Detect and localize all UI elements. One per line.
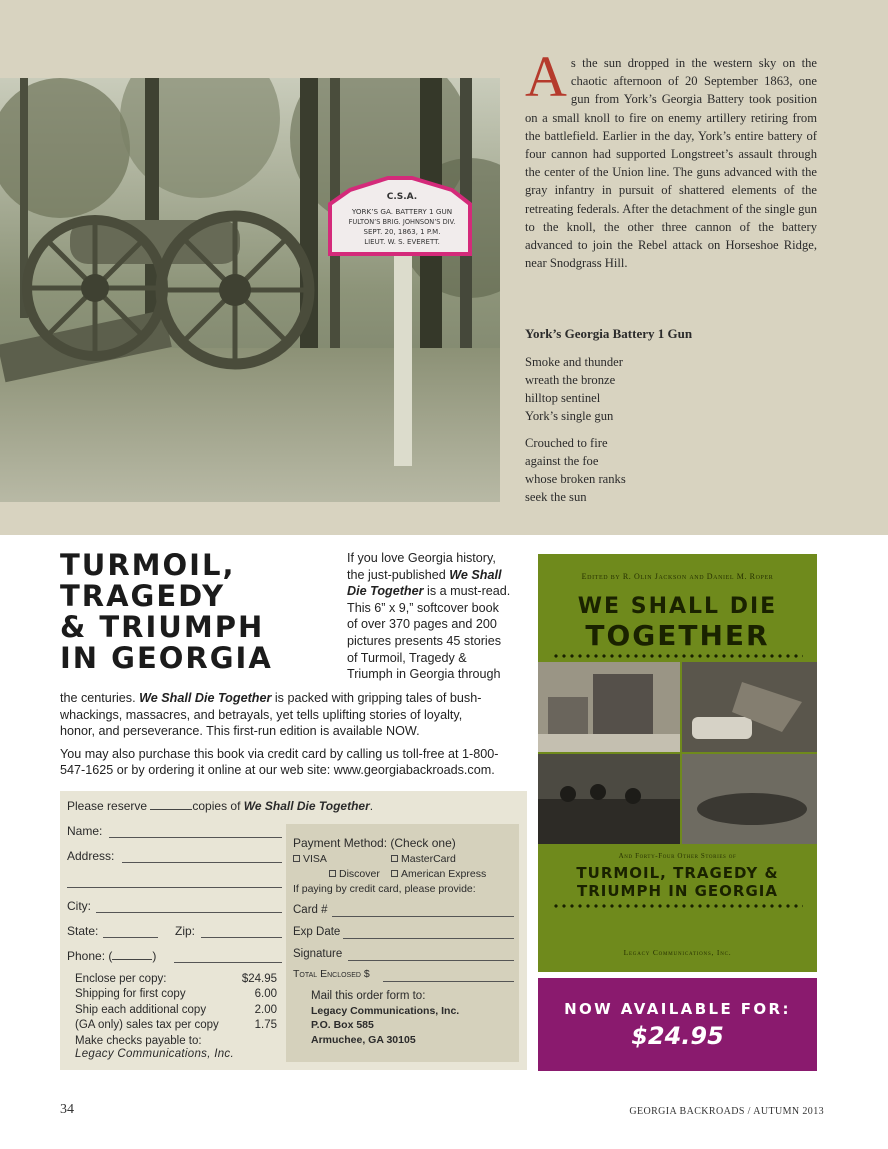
poem-line: Crouched to fire <box>525 436 608 450</box>
marker-line-3: FULTON’S BRIG. JOHNSON’S DIV. <box>348 218 456 226</box>
headline-line: TURMOIL, <box>60 548 236 582</box>
mail-heading: Mail this order form to: <box>311 990 426 1002</box>
poem-line: whose broken ranks <box>525 472 626 486</box>
town-illustration <box>538 662 680 752</box>
cannon-photo <box>0 78 500 502</box>
phone-open: Phone: ( <box>67 949 113 963</box>
cost-value: 6.00 <box>254 988 277 1001</box>
cost-label: (GA only) sales tax per copy <box>75 1019 219 1032</box>
cost-row <box>75 972 277 987</box>
intro-line <box>347 567 527 584</box>
poem-line: wreath the bronze <box>525 373 616 387</box>
phone-field[interactable] <box>174 962 282 963</box>
poem-line: hilltop sentinel <box>525 391 601 405</box>
story-body: s the sun dropped in the western sky on the chaotic afternoon of 20 September 1863, one gun from York’s Georgia Battery took position on a small knoll to fire on enemy artillery retiring from the battlefield. Earlier in the day, York’s entire battery of four cannon had supported Longstreet’s assault through the center of the Union line. The guns advanced with the gray infantry in pursuit of shattered elements of the retreating federals. After the detachment of the single gun to the knoll, the other three cannon of the battery advanced to join the Rebel attack on Horseshoe Ridge, near Snodgrass Hill. <box>525 56 817 271</box>
checkbox-icon <box>391 855 398 862</box>
cover-title-line: TOGETHER <box>585 619 770 652</box>
mastercard-option[interactable] <box>391 853 456 865</box>
name-field[interactable] <box>109 837 282 838</box>
body-line: honor, and perseverance. This first-run edition is available NOW. <box>60 724 420 739</box>
mail-line: P.O. Box 585 <box>311 1019 374 1031</box>
marker-line-4: SEPT. 20, 1863, 1 P.M. <box>363 228 441 236</box>
headline-line: & TRIUMPH <box>60 610 265 644</box>
reserve-line <box>67 799 373 813</box>
checkbox-icon <box>293 855 300 862</box>
discover-label: Discover <box>339 868 380 880</box>
cost-label: Ship each additional copy <box>75 1003 207 1016</box>
card-label: Card # <box>293 904 328 916</box>
mastercard-label: MasterCard <box>401 853 456 865</box>
intro-line: Triumph in Georgia through <box>347 667 501 682</box>
poem-line: York’s single gun <box>525 409 614 423</box>
intro-line: If you love Georgia history, <box>347 551 496 565</box>
poem-stanza-1 <box>525 353 785 425</box>
cover-divider <box>552 904 803 908</box>
marker-line-1: C.S.A. <box>386 192 418 202</box>
card-field[interactable] <box>332 916 514 917</box>
book-title-ref: Die Together <box>347 584 424 599</box>
cover-subtitle: And Forty-Four Other Stories of <box>618 852 737 860</box>
total-field[interactable] <box>383 981 514 982</box>
story-text <box>525 44 817 272</box>
copies-field[interactable] <box>150 799 192 810</box>
headline-line: IN GEORGIA <box>60 641 273 675</box>
book-title-ref: We Shall Die Together <box>139 691 272 705</box>
mail-address <box>311 989 459 1047</box>
marker-line-2: YORK’S GA. BATTERY 1 GUN <box>351 207 453 216</box>
zip-label: Zip: <box>175 924 196 938</box>
cover-photo-wreck <box>682 662 817 752</box>
payment-box <box>286 824 519 1062</box>
intro-text: the just-published <box>347 567 450 582</box>
cost-row <box>75 987 277 1002</box>
page-number: 34 <box>60 1102 74 1117</box>
cost-row <box>75 1018 277 1033</box>
address-field-2[interactable] <box>67 887 282 888</box>
payable-to: Legacy Communications, Inc. <box>75 1048 234 1060</box>
signature-field[interactable] <box>348 960 514 961</box>
poem-title: York’s Georgia Battery 1 Gun <box>525 326 693 341</box>
body-text: is packed with gripping tales of bush- <box>271 691 482 705</box>
reserve-end: . <box>369 799 374 813</box>
intro-line: of over 370 pages and 200 <box>347 617 497 632</box>
exp-field[interactable] <box>343 938 514 939</box>
cover-series-line: TURMOIL, TRAGEDY & <box>576 864 779 882</box>
address-field[interactable] <box>122 862 282 863</box>
drop-cap: A <box>525 44 567 109</box>
cover-divider <box>552 654 803 658</box>
mail-line: Legacy Communications, Inc. <box>311 1004 460 1017</box>
cost-row <box>75 1003 277 1018</box>
area-code-field[interactable] <box>112 949 152 960</box>
phone-close: ) <box>152 949 157 963</box>
cost-value: 1.75 <box>254 1019 277 1032</box>
make-checks-label: Make checks payable to: <box>75 1034 202 1047</box>
total-label: Total Enclosed $ <box>293 968 370 980</box>
poem-line: Smoke and thunder <box>525 355 623 369</box>
running-head: GEORGIA BACKROADS / AUTUMN 2013 <box>629 1106 824 1117</box>
book-title-ref: We Shall Die Together <box>243 799 370 813</box>
zip-field[interactable] <box>201 937 282 938</box>
body-line <box>60 690 530 707</box>
signature-label: Signature <box>293 948 343 960</box>
promo-label: NOW AVAILABLE FOR: <box>564 1000 791 1018</box>
headline-line: TRAGEDY <box>60 579 226 613</box>
cover-title <box>538 594 817 652</box>
ad-intro <box>347 550 527 683</box>
amex-label: American Express <box>401 868 487 880</box>
poem-line: seek the sun <box>525 490 587 504</box>
poem-stanza-2 <box>525 434 785 506</box>
mail-line: Armuchee, GA 30105 <box>311 1033 416 1046</box>
cost-value: 2.00 <box>254 1003 277 1016</box>
phone-label <box>67 949 156 963</box>
wreck-illustration <box>682 662 817 752</box>
availability-promo <box>538 978 817 1071</box>
body-line: 547-1625 or by ordering it online at our web site: www.georgiabackroads.com. <box>60 763 495 778</box>
cover-photo-fish <box>682 754 817 844</box>
visa-option[interactable] <box>293 853 327 865</box>
intro-line <box>347 583 527 600</box>
cannon-photo-illustration <box>0 78 500 502</box>
book-title-ref: We Shall <box>449 567 502 582</box>
checkbox-icon <box>329 870 336 877</box>
intro-line: This 6” x 9,” softcover book <box>347 600 499 615</box>
reserve-label: Please reserve <box>67 799 151 813</box>
reserve-label: copies of <box>192 799 244 813</box>
body-line: whackings, massacres, and betrayals, yet tells uplifting stories of loyalty, <box>60 707 463 722</box>
marker-line-5: LIEUT. W. S. EVERETT. <box>364 238 440 246</box>
cover-editors: Edited by R. Olin Jackson and Daniel M. Roper <box>581 572 774 581</box>
fish-illustration <box>682 754 817 844</box>
cost-label: Shipping for first copy <box>75 988 186 1001</box>
promo-price: $24.95 <box>631 1022 724 1050</box>
ad-headline <box>60 550 340 674</box>
body-line: You may also purchase this book via credit card by calling us toll-free at 1-800- <box>60 746 499 761</box>
poem-line: against the foe <box>525 454 599 468</box>
cover-series-line: TRIUMPH IN GEORGIA <box>577 882 778 900</box>
cost-value: $24.95 <box>241 973 277 985</box>
ad-body <box>60 690 530 779</box>
cover-publisher: Legacy Communications, Inc. <box>623 948 732 957</box>
state-field[interactable] <box>103 937 158 938</box>
address-label: Address: <box>67 849 115 863</box>
cover-photo-crowd <box>538 754 680 844</box>
cover-photo-town <box>538 662 680 752</box>
payment-note: If paying by credit card, please provide: <box>293 883 476 895</box>
checkbox-icon <box>391 870 398 877</box>
city-label: City: <box>67 899 91 913</box>
state-label: State: <box>67 924 99 938</box>
intro-text: is a must-read. <box>423 584 511 599</box>
cover-series-title <box>538 864 817 900</box>
payment-title: Payment Method: (Check one) <box>293 836 456 850</box>
intro-line: of Turmoil, Tragedy & <box>347 650 467 665</box>
name-label: Name: <box>67 824 103 838</box>
crowd-illustration <box>538 754 680 844</box>
body-text: the centuries. <box>60 691 140 705</box>
amex-option[interactable] <box>391 868 486 880</box>
exp-label: Exp Date <box>293 926 341 938</box>
order-form <box>60 791 527 1070</box>
city-field[interactable] <box>96 912 282 913</box>
visa-label: VISA <box>303 853 327 865</box>
book-cover <box>538 554 817 972</box>
cost-list <box>75 972 277 1049</box>
cover-title-line: WE SHALL DIE <box>577 594 778 619</box>
intro-line: pictures presents 45 stories <box>347 633 501 648</box>
discover-option[interactable] <box>329 868 380 880</box>
cost-label: Enclose per copy: <box>75 973 167 985</box>
